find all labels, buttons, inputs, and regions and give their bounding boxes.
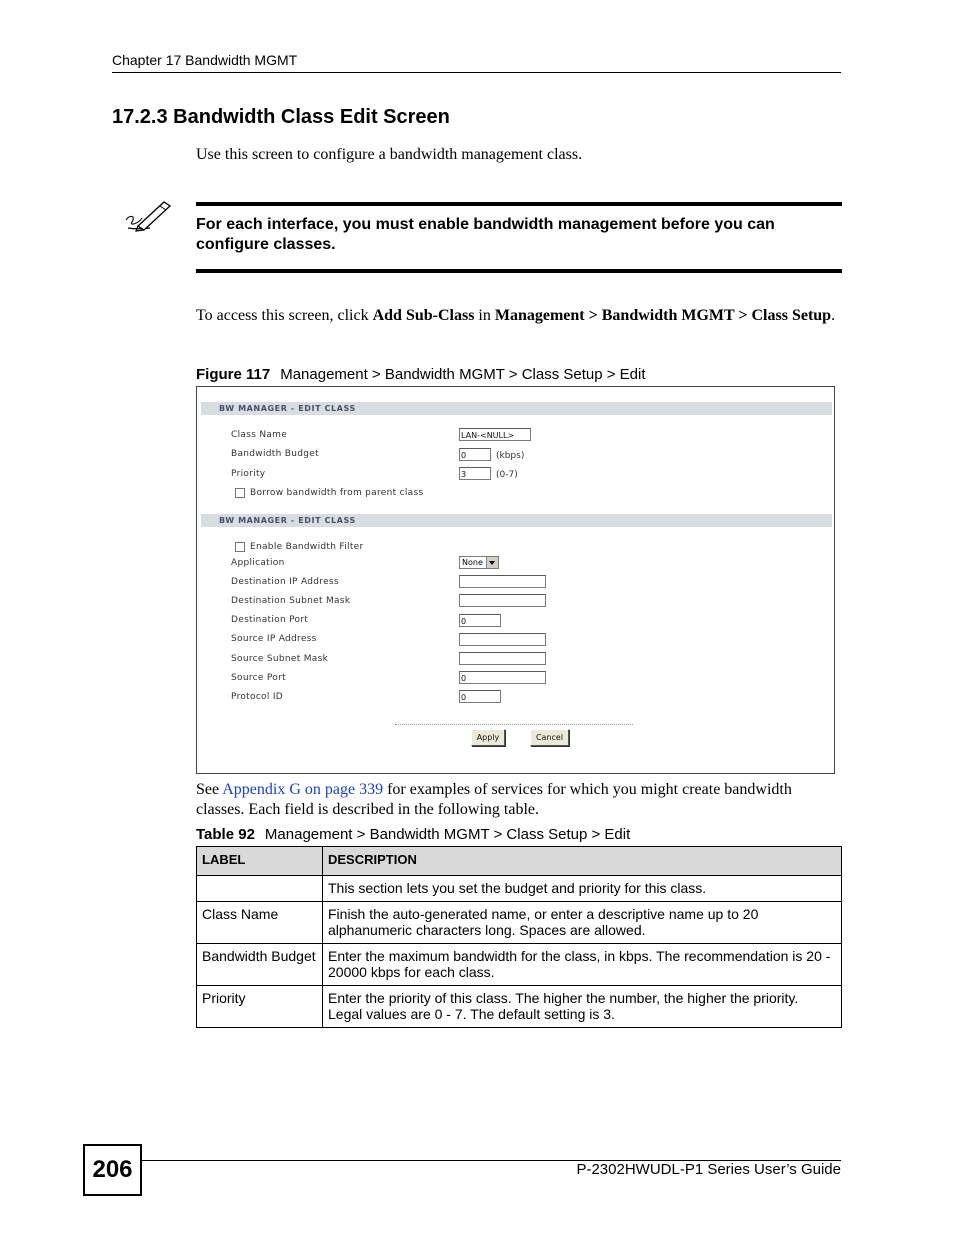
src-ip-label: Source IP Address: [231, 634, 317, 644]
class-name-label: Class Name: [231, 430, 288, 440]
see-paragraph: See Appendix G on page 339 for examples of services for which you might create bandwidth classes. Each field is described in the following table.: [196, 781, 792, 818]
cancel-button[interactable]: Cancel: [530, 729, 569, 746]
section-header-bar: BW MANAGER - EDIT CLASS: [201, 514, 832, 527]
budget-unit: (kbps): [496, 451, 525, 461]
dest-mask-label: Destination Subnet Mask: [231, 596, 351, 606]
guide-title: P-2302HWUDL-P1 Series User’s Guide: [576, 1161, 841, 1178]
bandwidth-budget-input[interactable]: 0: [459, 448, 491, 461]
chevron-down-icon: [486, 557, 498, 568]
appendix-link[interactable]: Appendix G on page 339: [222, 781, 384, 798]
table-cell-description: Finish the auto-generated name, or enter a descriptive name up to 20 alphanumeric characters long. Spaces are allowed.: [323, 902, 842, 944]
dest-ip-input[interactable]: [459, 575, 546, 588]
divider: [395, 724, 633, 725]
table-cell-description: Enter the priority of this class. The higher the number, the higher the priority. Legal values are 0 - 7. The default setting is 3.: [323, 986, 842, 1028]
table-caption: Table 92 Management > Bandwidth MGMT > Class Setup > Edit: [196, 826, 631, 843]
note-rule-top: [196, 202, 842, 206]
src-mask-label: Source Subnet Mask: [231, 654, 329, 664]
note-rule-bottom: [196, 269, 842, 273]
src-port-input[interactable]: 0: [459, 671, 546, 684]
priority-label: Priority: [231, 469, 266, 479]
dest-ip-label: Destination IP Address: [231, 577, 339, 587]
src-port-label: Source Port: [231, 673, 286, 683]
table-row: [197, 986, 842, 1028]
column-header: LABEL: [197, 847, 323, 876]
enable-filter-label: Enable Bandwidth Filter: [250, 542, 364, 552]
edit-class-screenshot: [196, 386, 835, 774]
section-title: 17.2.3 Bandwidth Class Edit Screen: [112, 106, 450, 128]
table-header-row: [197, 847, 842, 876]
table-cell-description: This section lets you set the budget and priority for this class.: [323, 876, 842, 902]
protocol-id-input[interactable]: 0: [459, 690, 501, 703]
dest-mask-input[interactable]: [459, 594, 546, 607]
column-header: DESCRIPTION: [323, 847, 842, 876]
dest-port-label: Destination Port: [231, 615, 309, 625]
table-cell-label: [197, 876, 323, 902]
application-select[interactable]: None: [459, 556, 499, 569]
enable-filter-checkbox[interactable]: [235, 542, 245, 552]
borrow-bandwidth-checkbox[interactable]: [235, 488, 245, 498]
bandwidth-budget-label: Bandwidth Budget: [231, 449, 319, 459]
table-cell-label: Priority: [197, 986, 323, 1028]
priority-range: (0-7): [496, 470, 518, 480]
table-row: [197, 902, 842, 944]
description-table: [196, 846, 842, 1028]
intro-paragraph: Use this screen to configure a bandwidth management class.: [196, 146, 583, 163]
dest-port-input[interactable]: 0: [459, 614, 501, 627]
application-label: Application: [231, 558, 285, 568]
priority-input[interactable]: 3: [459, 467, 491, 480]
table-cell-label: Class Name: [197, 902, 323, 944]
note-text: For each interface, you must enable bandwidth management before you can configure classes.: [196, 216, 775, 253]
header-rule: [112, 72, 841, 73]
apply-button[interactable]: Apply: [471, 729, 505, 746]
chapter-header: Chapter 17 Bandwidth MGMT: [112, 52, 298, 68]
src-mask-input[interactable]: [459, 652, 546, 665]
table-cell-label: Bandwidth Budget: [197, 944, 323, 986]
table-row: [197, 876, 842, 902]
table-cell-description: Enter the maximum bandwidth for the class, in kbps. The recommendation is 20 - 20000 kbps for each class.: [323, 944, 842, 986]
protocol-id-label: Protocol ID: [231, 692, 284, 702]
class-name-input[interactable]: LAN-<NULL>: [459, 428, 531, 441]
src-ip-input[interactable]: [459, 633, 546, 646]
pen-note-icon: [124, 198, 174, 234]
access-paragraph: To access this screen, click Add Sub-Class in Management > Bandwidth MGMT > Class Setup.: [196, 307, 836, 324]
figure-caption: Figure 117 Management > Bandwidth MGMT > Class Setup > Edit: [196, 366, 646, 383]
borrow-bandwidth-label: Borrow bandwidth from parent class: [250, 488, 424, 498]
page-number: 206: [83, 1144, 142, 1196]
section-header-bar: BW MANAGER - EDIT CLASS: [201, 402, 832, 415]
table-row: [197, 944, 842, 986]
